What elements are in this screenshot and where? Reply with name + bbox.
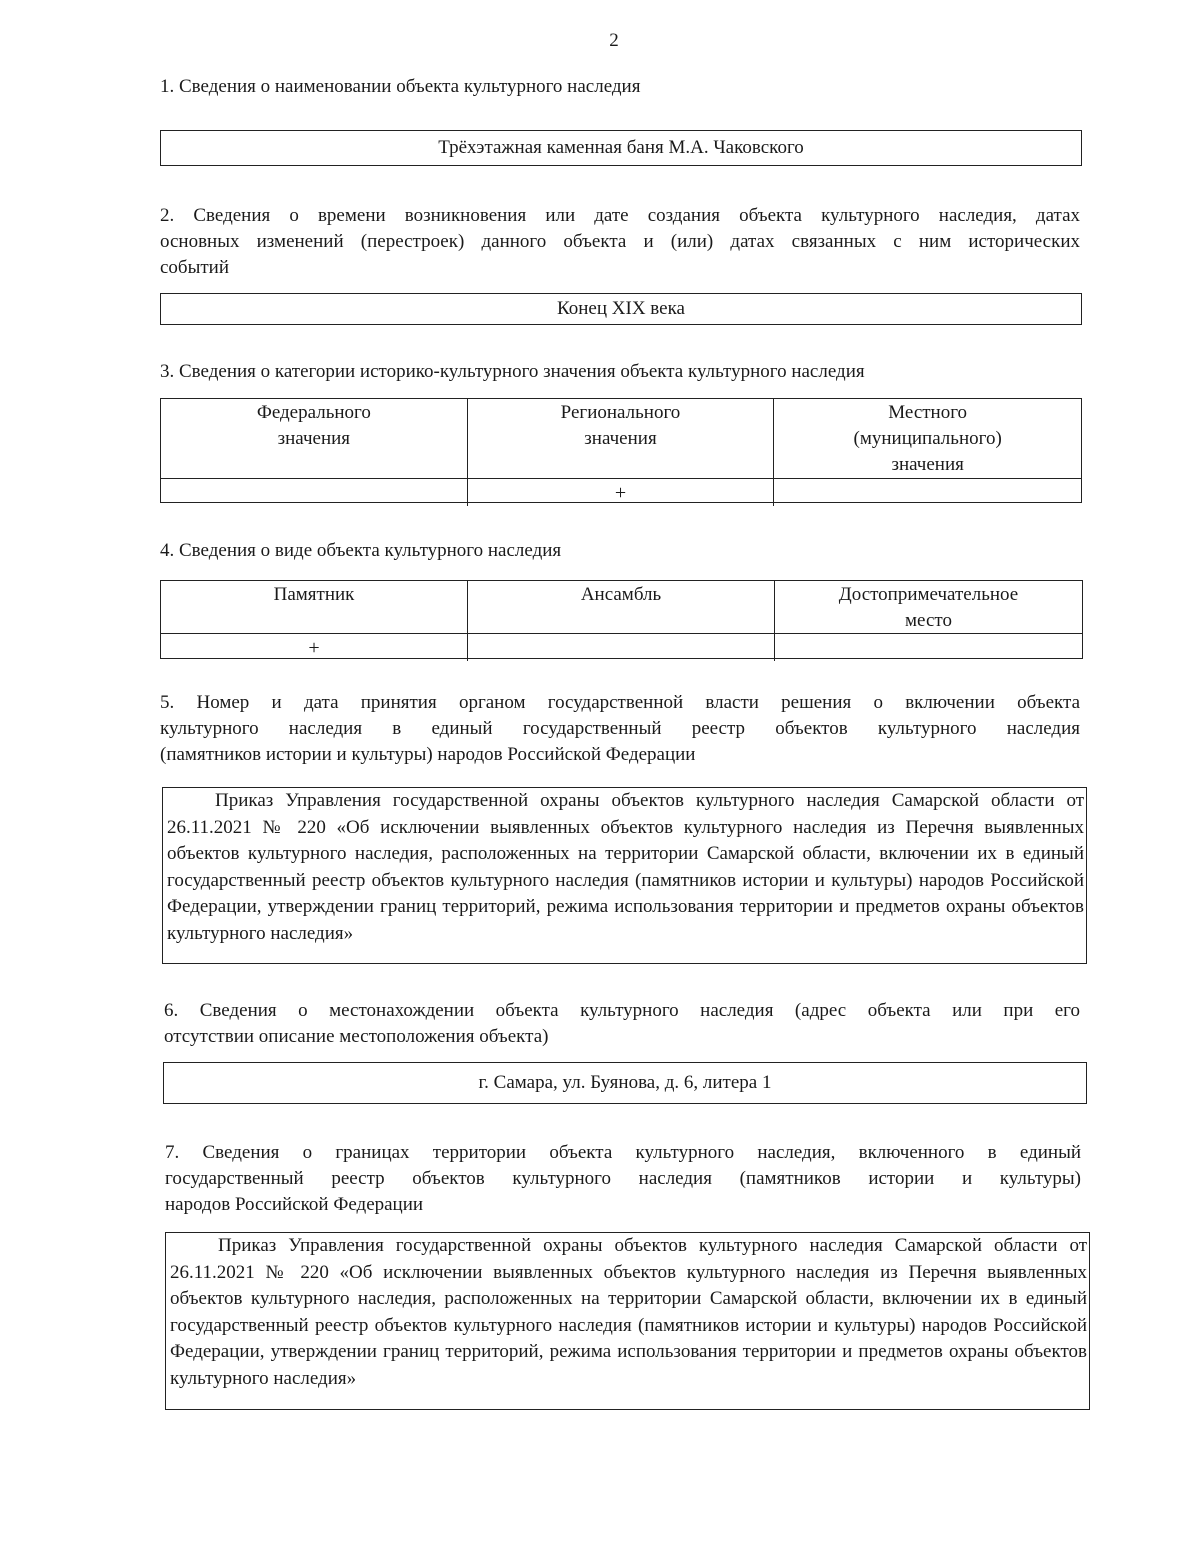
mark-monument: +	[161, 633, 468, 661]
column-local	[774, 399, 1081, 478]
mark-federal	[161, 478, 468, 506]
section-6-value: г. Самара, ул. Буянова, д. 6, литера 1	[478, 1072, 772, 1093]
section-7-heading	[165, 1140, 1081, 1218]
column-regional-line-1: Регионального	[560, 402, 681, 423]
section-7-heading-line-2: государственный реестр объектов культурного наследия (памятников истории и культуры)	[165, 1168, 1081, 1189]
page-number: 2	[609, 30, 619, 51]
section-4-heading: 4. Сведения о виде объекта культурного наследия	[160, 540, 562, 561]
section-5-value: Приказ Управления государственной охраны объектов культурного наследия Самарской области от 26.11.2021 № 220 «Об исключении выявленных объектов культурного наследия из Перечня выявленных объектов культурного наследия, расположенных на территории Самарской области, включении их в единый государственный реестр объектов культурного наследия (памятников истории и культуры) народов Российской Федерации, утверждении границ территорий, режима использования территории и предметов охраны объектов культурного наследия»	[167, 790, 1084, 944]
column-monument-line-1: Памятник	[273, 584, 355, 605]
column-monument	[161, 581, 468, 633]
column-landmark	[775, 581, 1082, 633]
section-7-heading-line-1: 7. Сведения о границах территории объекта культурного наследия, включенного в единый	[165, 1142, 1081, 1163]
section-2-heading-line-2: основных изменений (перестроек) данного объекта и (или) датах связанных с ним исторических	[160, 231, 1080, 252]
significance-category-table	[160, 398, 1082, 503]
mark-ensemble	[468, 633, 775, 661]
section-7-value-box	[165, 1232, 1090, 1410]
section-1-heading: 1. Сведения о наименовании объекта культурного наследия	[160, 76, 641, 97]
column-local-line-3: значения	[891, 454, 964, 475]
section-5-value-box	[162, 787, 1087, 964]
section-6-value-box	[163, 1062, 1087, 1104]
section-5-heading-line-2: культурного наследия в единый государственный реестр объектов культурного наследия	[160, 718, 1080, 739]
column-local-line-2: (муниципального)	[853, 428, 1002, 449]
section-7-value: Приказ Управления государственной охраны объектов культурного наследия Самарской области от 26.11.2021 № 220 «Об исключении выявленных объектов культурного наследия из Перечня выявленных объектов культурного наследия, расположенных на территории Самарской области, включении их в единый государственный реестр объектов культурного наследия (памятников истории и культуры) народов Российской Федерации, утверждении границ территорий, режима использования территории и предметов охраны объектов культурного наследия»	[170, 1235, 1087, 1389]
mark-local	[774, 478, 1081, 506]
section-2-heading-line-3: событий	[160, 257, 230, 278]
column-federal-line-1: Федерального	[256, 402, 371, 423]
column-regional	[468, 399, 775, 478]
section-7-heading-line-3: народов Российской Федерации	[165, 1194, 424, 1215]
column-ensemble-line-1: Ансамбль	[580, 584, 662, 605]
section-2-heading-line-1: 2. Сведения о времени возникновения или дате создания объекта культурного наследия, датах	[160, 205, 1080, 226]
section-5-heading	[160, 690, 1080, 768]
column-landmark-line-1: Достопримечательное	[838, 584, 1019, 605]
column-landmark-line-2: место	[905, 610, 952, 631]
column-ensemble	[468, 581, 775, 633]
section-1-value: Трёхэтажная каменная баня М.А. Чаковского	[438, 137, 804, 158]
mark-regional: +	[468, 478, 775, 506]
column-local-line-1: Местного	[888, 402, 968, 423]
section-6-heading	[164, 998, 1080, 1050]
section-6-heading-line-2: отсутствии описание местоположения объекта)	[164, 1026, 549, 1047]
column-federal	[161, 399, 468, 478]
mark-landmark	[775, 633, 1082, 661]
section-2-value: Конец XIX века	[557, 298, 685, 319]
section-3-heading: 3. Сведения о категории историко-культурного значения объекта культурного наследия	[160, 361, 865, 382]
section-5-heading-line-3: (памятников истории и культуры) народов Российской Федерации	[160, 744, 696, 765]
section-5-heading-line-1: 5. Номер и дата принятия органом государственной власти решения о включении объекта	[160, 692, 1080, 713]
section-2-heading	[160, 203, 1080, 281]
section-2-value-box	[160, 293, 1082, 325]
object-type-table	[160, 580, 1083, 659]
section-6-heading-line-1: 6. Сведения о местонахождении объекта культурного наследия (адрес объекта или при его	[164, 1000, 1080, 1021]
section-1-value-box	[160, 130, 1082, 166]
column-regional-line-2: значения	[584, 428, 657, 449]
column-federal-line-2: значения	[277, 428, 351, 449]
